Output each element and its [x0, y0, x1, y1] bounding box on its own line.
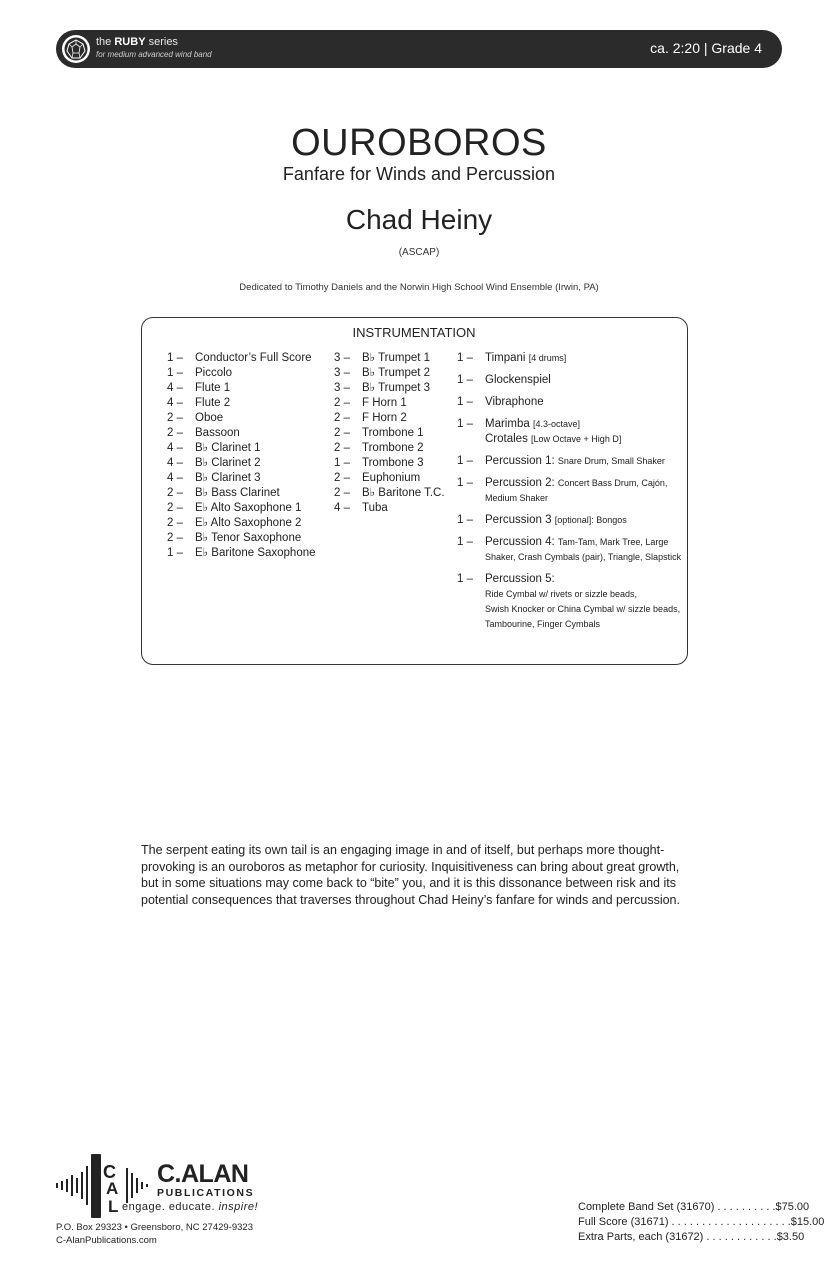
series-label [96, 37, 212, 59]
instrument-name: E♭ Baritone Saxophone [195, 547, 316, 559]
instrument-detail: Swish Knocker or China Cymbal w/ sizzle beads, [485, 604, 681, 614]
instrument-row [334, 351, 464, 366]
instrument-name: B♭ Bass Clarinet [195, 487, 280, 499]
instrument-note: [Low Octave + High D] [531, 434, 622, 444]
instrument-qty: 3 – [334, 352, 350, 364]
instrument-name: Oboe [195, 412, 224, 424]
instrument-qty: 1 – [457, 536, 473, 548]
instrument-detail: Tam-Tam, Mark Tree, Large Shaker, Crash Cymbals (pair), Triangle, Slapstick [485, 537, 682, 562]
instrument-row [167, 381, 337, 396]
tagline-plain: engage. educate. [122, 1201, 219, 1213]
instrument-qty: 4 – [167, 397, 183, 409]
instrument-row-percussion-5 [457, 572, 687, 632]
instrument-name: B♭ Trumpet 2 [362, 367, 431, 379]
instrument-name: Crotales [485, 433, 528, 445]
instrument-name: E♭ Alto Saxophone 1 [195, 502, 302, 514]
instrument-row [167, 351, 337, 366]
instrument-qty: 1 – [457, 396, 473, 408]
instrument-row-percussion-1 [457, 454, 687, 469]
instrument-qty: 1 – [334, 457, 350, 469]
instrument-qty: 1 – [167, 367, 183, 379]
instrument-name: Percussion 1: [485, 455, 555, 467]
price-label: Full Score (31671) . . . . . . . . . . . . . . . . . . . . [578, 1216, 791, 1228]
instrument-name: B♭ Tenor Saxophone [195, 532, 302, 544]
piece-title: OUROBOROS [291, 122, 547, 164]
svg-text:A: A [106, 1179, 119, 1198]
instrument-qty: 3 – [334, 382, 350, 394]
series-header-band [56, 30, 782, 68]
dedication: Dedicated to Timothy Daniels and the Norwin High School Wind Ensemble (Irwin, PA) [239, 282, 599, 293]
instrument-row [334, 426, 464, 441]
instrument-row-vibraphone [457, 395, 687, 410]
instrument-qty: 2 – [167, 412, 183, 424]
instrument-qty: 1 – [457, 352, 473, 364]
instrument-qty: 2 – [167, 532, 183, 544]
instrumentation-column-woodwinds [167, 351, 337, 561]
instrument-qty: 1 – [457, 477, 473, 489]
instrument-name: Flute 1 [195, 382, 231, 394]
instrument-row [334, 471, 464, 486]
pricing-list [578, 1200, 825, 1245]
instrument-name: B♭ Trumpet 3 [362, 382, 431, 394]
instrument-row [167, 396, 337, 411]
instrument-name: Piccolo [195, 367, 233, 379]
instrument-detail: Concert Bass Drum, Cajón, Medium Shaker [485, 478, 668, 503]
instrument-name: Tuba [362, 502, 388, 514]
website-link[interactable]: C-AlanPublications.com [56, 1235, 157, 1246]
instrument-name: B♭ Trumpet 1 [362, 352, 431, 364]
instrument-row [334, 486, 464, 501]
instrument-qty: 1 – [457, 374, 473, 386]
instrument-row [334, 381, 464, 396]
instrument-qty: 4 – [167, 442, 183, 454]
instrument-name: Trombone 3 [362, 457, 424, 469]
price-value: $15.00 [790, 1216, 825, 1228]
instrument-name: Bassoon [195, 427, 240, 439]
instrument-name: E♭ Alto Saxophone 2 [195, 517, 302, 529]
instrument-row [334, 366, 464, 381]
instrument-qty: 2 – [334, 442, 350, 454]
address-line: P.O. Box 29323 • Greensboro, NC 27429-9323 [56, 1222, 253, 1233]
instrument-name: F Horn 2 [362, 412, 407, 424]
duration-grade: ca. 2:20 | Grade 4 [650, 40, 762, 56]
instrument-qty: 2 – [167, 502, 183, 514]
instrument-row-percussion-2 [457, 476, 687, 506]
instrument-name: Percussion 3 [485, 514, 552, 526]
instrument-row [334, 501, 464, 516]
series-name: RUBY [114, 36, 146, 48]
price-value: $75.00 [775, 1201, 810, 1213]
instrument-row [167, 471, 337, 486]
instrument-qty: 4 – [167, 457, 183, 469]
instrument-name: B♭ Clarinet 1 [195, 442, 261, 454]
instrument-row-marimba [457, 417, 687, 447]
composer-affiliation: (ASCAP) [398, 247, 440, 258]
instrument-row-timpani [457, 351, 687, 366]
instrument-qty: 1 – [167, 547, 183, 559]
instrument-name: Percussion 2: [485, 477, 555, 489]
instrument-qty: 2 – [167, 487, 183, 499]
instrument-row [167, 486, 337, 501]
price-label: Complete Band Set (31670) . . . . . . . . . . [578, 1201, 776, 1213]
composer-name: Chad Heiny [345, 204, 493, 235]
instrument-qty: 4 – [334, 502, 350, 514]
series-tagline: for medium advanced wind band [96, 50, 212, 59]
series-suffix: series [148, 36, 178, 48]
publisher-logo [56, 1154, 276, 1218]
publisher-tagline [122, 1201, 258, 1213]
instrument-detail: : Bongos [591, 515, 627, 525]
instrument-qty: 1 – [457, 455, 473, 467]
instrument-row [167, 501, 337, 516]
instrument-qty: 2 – [167, 427, 183, 439]
price-row [578, 1215, 825, 1230]
instrument-qty: 2 – [167, 517, 183, 529]
instrument-qty: 2 – [334, 487, 350, 499]
instrument-qty: 2 – [334, 427, 350, 439]
instrument-row [167, 516, 337, 531]
piece-subtitle: Fanfare for Winds and Percussion [282, 164, 556, 184]
price-value: $3.50 [776, 1231, 805, 1243]
svg-text:L: L [108, 1197, 119, 1216]
instrument-row [167, 456, 337, 471]
instrument-qty: 2 – [334, 472, 350, 484]
instrument-qty: 2 – [334, 397, 350, 409]
instrument-name: Glockenspiel [485, 374, 551, 386]
instrument-row [167, 426, 337, 441]
instrument-name: Percussion 5: [485, 573, 555, 585]
instrument-name: Marimba [485, 418, 530, 430]
instrument-row [334, 456, 464, 471]
tagline-italic: inspire! [218, 1201, 259, 1213]
instrument-row-percussion-3 [457, 513, 687, 528]
instrument-detail: Ride Cymbal w/ rivets or sizzle beads, [485, 589, 638, 599]
instrument-detail: Snare Drum, Small Shaker [557, 456, 665, 466]
instrument-row [334, 411, 464, 426]
instrument-qty: 4 – [167, 382, 183, 394]
instrument-note: [4 drums] [528, 353, 567, 363]
instrument-detail: Tambourine, Finger Cymbals [485, 619, 601, 629]
instrumentation-box [141, 317, 688, 665]
publisher-address [56, 1221, 253, 1247]
price-row [578, 1200, 810, 1215]
instrument-row-percussion-4 [457, 535, 687, 565]
instrument-qty: 3 – [334, 367, 350, 379]
instrument-name: B♭ Clarinet 3 [195, 472, 261, 484]
instrument-row [334, 441, 464, 456]
series-prefix: the [96, 36, 112, 48]
instrument-qty: 4 – [167, 472, 183, 484]
instrument-name: Trombone 1 [362, 427, 424, 439]
instrument-name: Conductor’s Full Score [195, 352, 312, 364]
instrument-name: Flute 2 [195, 397, 231, 409]
instrument-qty: 1 – [167, 352, 183, 364]
instrument-qty: 1 – [457, 418, 473, 430]
instrumentation-heading: INSTRUMENTATION [352, 325, 476, 340]
instrument-name: B♭ Clarinet 2 [195, 457, 261, 469]
instrument-name: Vibraphone [485, 396, 544, 408]
instrument-row [167, 366, 337, 381]
instrument-qty: 2 – [334, 412, 350, 424]
instrument-row [167, 531, 337, 546]
instrument-note: [4.3-octave] [532, 419, 580, 429]
instrumentation-column-percussion [457, 351, 687, 639]
instrument-note: [optional] [554, 515, 592, 525]
instrument-qty: 1 – [457, 573, 473, 585]
instrument-row [167, 441, 337, 456]
instrument-name: B♭ Baritone T.C. [362, 487, 445, 499]
instrumentation-column-brass [334, 351, 464, 516]
publisher-name: C.ALAN [157, 1160, 249, 1188]
instrument-name: Percussion 4: [485, 536, 555, 548]
price-label: Extra Parts, each (31672) . . . . . . . . . . . . [578, 1231, 777, 1243]
instrument-row-glockenspiel [457, 373, 687, 388]
instrument-row [334, 396, 464, 411]
program-note: The serpent eating its own tail is an engaging image in and of itself, but perhaps more thought-provoking is an ouroboros as metaphor for curiosity. Inquisitiveness can bring about great growth, but in some situations may come back to “bite” you, and it is this dissonance between risk and its potential consequences that traverses throughout Chad Heiny’s fanfare for winds and percussion. [141, 843, 680, 907]
instrument-name: F Horn 1 [362, 397, 407, 409]
ruby-gem-icon [61, 34, 91, 64]
instrument-name: Timpani [485, 352, 526, 364]
price-row [578, 1230, 805, 1245]
instrument-row [167, 411, 337, 426]
publisher-subtitle: PUBLICATIONS [157, 1187, 255, 1199]
instrument-name: Trombone 2 [362, 442, 424, 454]
instrument-qty: 1 – [457, 514, 473, 526]
svg-text:C: C [103, 1162, 116, 1182]
instrument-row [167, 546, 337, 561]
instrument-name: Euphonium [362, 472, 421, 484]
